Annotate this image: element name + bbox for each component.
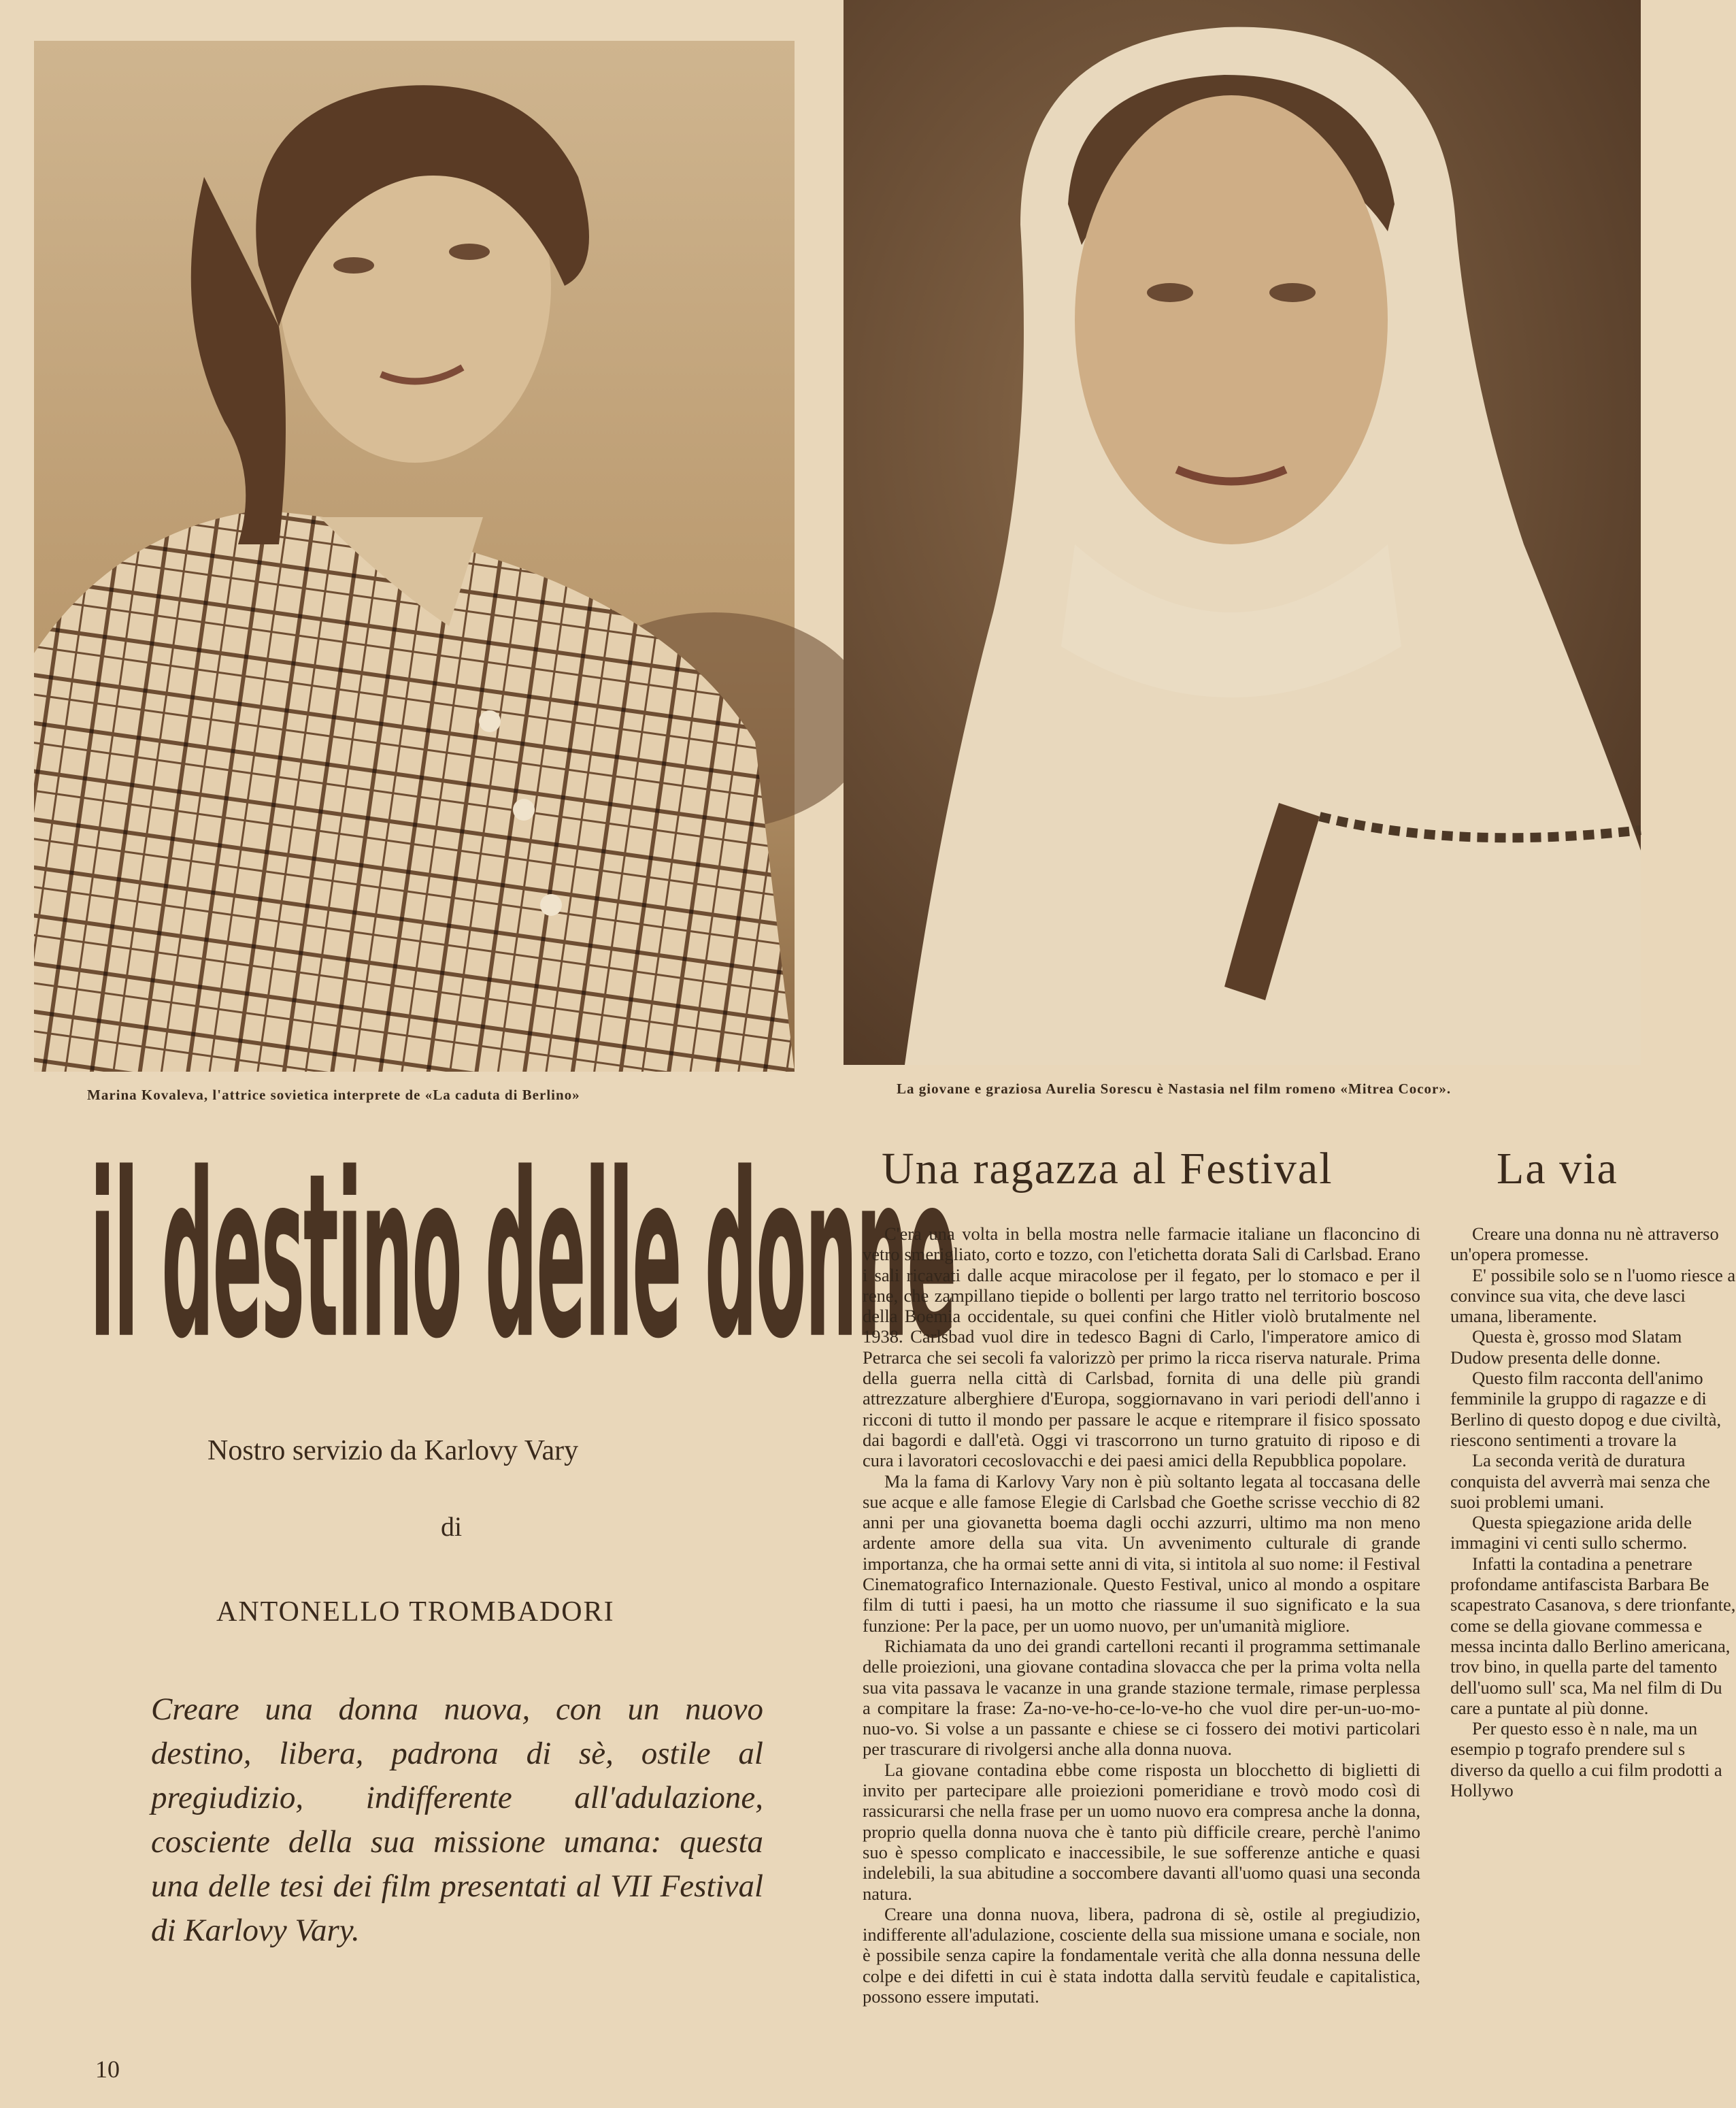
photo-marina-kovaleva [34, 41, 795, 1072]
article-body [863, 1223, 1420, 2007]
article-paragraph: Creare una donna nuova, libera, padrona di sè, ostile al pregiudizio, indifferente all'adulazione, cosciente della sua missione umana e sociale, non è possibile senza capire la fondamentale verità che alla donna nessuna delle colpe e dei difetti in cui è stata indotta dalla servitù feudale e capitalistica, possono essere imputati. [863, 1903, 1420, 2007]
photo-caption-right: La giovane e graziosa Aurelia Sorescu è Nastasia nel film romeno «Mitrea Cocor». [897, 1081, 1452, 1097]
article2-paragraph: Questo film racconta dell'animo femminile la gruppo di ragazze e di Berlino di questo dopog e due civiltà, riescono sentimenti a trovare la [1450, 1368, 1722, 1450]
portrait-right-image [844, 0, 1641, 1065]
headline: il destino delle donne [90, 1123, 956, 1389]
article-paragraph: C'era una volta in bella mostra nelle farmacie italiane un flaconcino di vetro smerigliato, corto e tozzo, con l'etichetta dorata Sali di Carlsbad. Erano i sali ricavati dalle acque miracolose per il fegato, per lo stomaco e per il rene, che zampillano tiepide o bollenti per largo tratto nel territorio boscoso della Boemia occidentale, su quei confini che Hitler violò brutalmente nel 1938. Carlsbad vuol dire in tedesco Bagni di Carlo, l'imperatore amico di Petrarca che sei secoli fa valorizzò per primo la ricca riserva naturale. Prima della guerra nella città di Carlsbad, fornita di una delle più grandi attrezzature alberghiere d'Europa, soggiornavano in vari periodi dell'anno i ricconi di tutto il mondo per passare le acque e ritemprare il fisico spossato dai bagordi e dall'età. Oggi vi trascorrono un turno gratuito di riposo e di cura i lavoratori cecoslovacchi e dei paesi amici della Repubblica popolare. [863, 1223, 1420, 1471]
article2-paragraph: Questa spiegazione arida delle immagini vi centi sullo schermo. [1450, 1512, 1692, 1553]
byline-service: Nostro servizio da Karlovy Vary [207, 1435, 579, 1466]
article2-paragraph: E' possibile solo se n l'uomo riesce a convince sua vita, che deve lasci umana, liberamente. [1450, 1264, 1736, 1327]
intro-paragraph: Creare una donna nuova, con un nuovo destino, libera, padrona di sè, ostile al pregiudizio, indifferente all'adulazione, cosciente della sua missione umana: questa una delle tesi dei film presentati al VII Festival di Karlovy Vary. [151, 1692, 763, 1948]
article-paragraph: Richiamata da uno dei grandi cartelloni recanti il programma settimanale delle proiezioni, una giovane contadina slovacca che per la prima volta nella sua vita passava le vacanze in una grande stazione termale, rimase perplessa a compitare la frase: Za-no-ve-ho-ce-lo-ve-ho che vuol dire per-un-uo-mo-nuo-vo. Si volse a un passante e chiese se ci fossero dei motivi particolari per trascurare di rivolgersi anche alla donna nuova. [863, 1635, 1420, 1760]
article2-paragraph: Per questo esso è n nale, ma un esempio p tografo prendere sul s diverso da quello a cui film prodotti a Hollywo [1450, 1718, 1722, 1801]
photo-aurelia-sorescu [844, 0, 1641, 1065]
article-title: Una ragazza al Festival [882, 1144, 1333, 1193]
page-number: 10 [95, 2056, 120, 2083]
byline-di: di [441, 1511, 463, 1542]
article-paragraph: La giovane contadina ebbe come risposta un blocchetto di biglietti di invito per partecipare alle proiezioni pomeridiane e trovò modo così di rassicurarsi che nella frase per un uomo nuovo era compresa anche la donna, proprio quella donna nuova che è tanto più difficile creare, perchè l'animo suo è spesso complicato e inaccessibile, le sue sofferenze antiche e quasi indelebili, la sua abitudine a soccombere davanti all'uomo quasi una seconda natura. [863, 1759, 1420, 1904]
article2-paragraph: La seconda verità de duratura conquista del avverrà mai senza che suoi problemi umani. [1450, 1450, 1710, 1512]
article2-body [1450, 1223, 1736, 2026]
byline-author: ANTONELLO TROMBADORI [216, 1596, 615, 1628]
article2-paragraph: Infatti la contadina a penetrare profondame antifascista Barbara Be scapestrato Casanova, s dere trionfante, come se della giovane commessa e messa incinta dallo Berlino americana, trov bino, in quella parte del tamento dell'uomo sull' sca, Ma nel film di Du care a puntate al più donne. [1450, 1553, 1736, 1718]
article-paragraph: Ma la fama di Karlovy Vary non è più soltanto legata al toccasana delle sue acque e alle famose Elegie di Carlsbad che Goethe scrisse vecchio di 82 anni per una giovanetta boema dagli occhi azzurri, ultimo ma non meno ardente amore della sua vita. Un avvenimento culturale di grande importanza, che ha ormai sette anni di vita, si intitola al suo nome: il Festival Cinematografico Internazionale. Questo Festival, unico al mondo a ospitare film di tutti i paesi, ha un motto che riassume il suo significato e la sua funzione: Per la pace, per un uomo nuovo, per un'umanità migliore. [863, 1470, 1420, 1636]
portrait-left-image [34, 41, 795, 1072]
article2-paragraph: Questa è, grosso mod Slatam Dudow presenta delle donne. [1450, 1326, 1682, 1368]
article2-paragraph: Creare una donna nu nè attraverso un'opera promesse. [1450, 1223, 1719, 1265]
article2-title: La via [1497, 1144, 1618, 1193]
photo-caption-left: Marina Kovaleva, l'attrice sovietica interprete de «La caduta di Berlino» [87, 1087, 580, 1103]
